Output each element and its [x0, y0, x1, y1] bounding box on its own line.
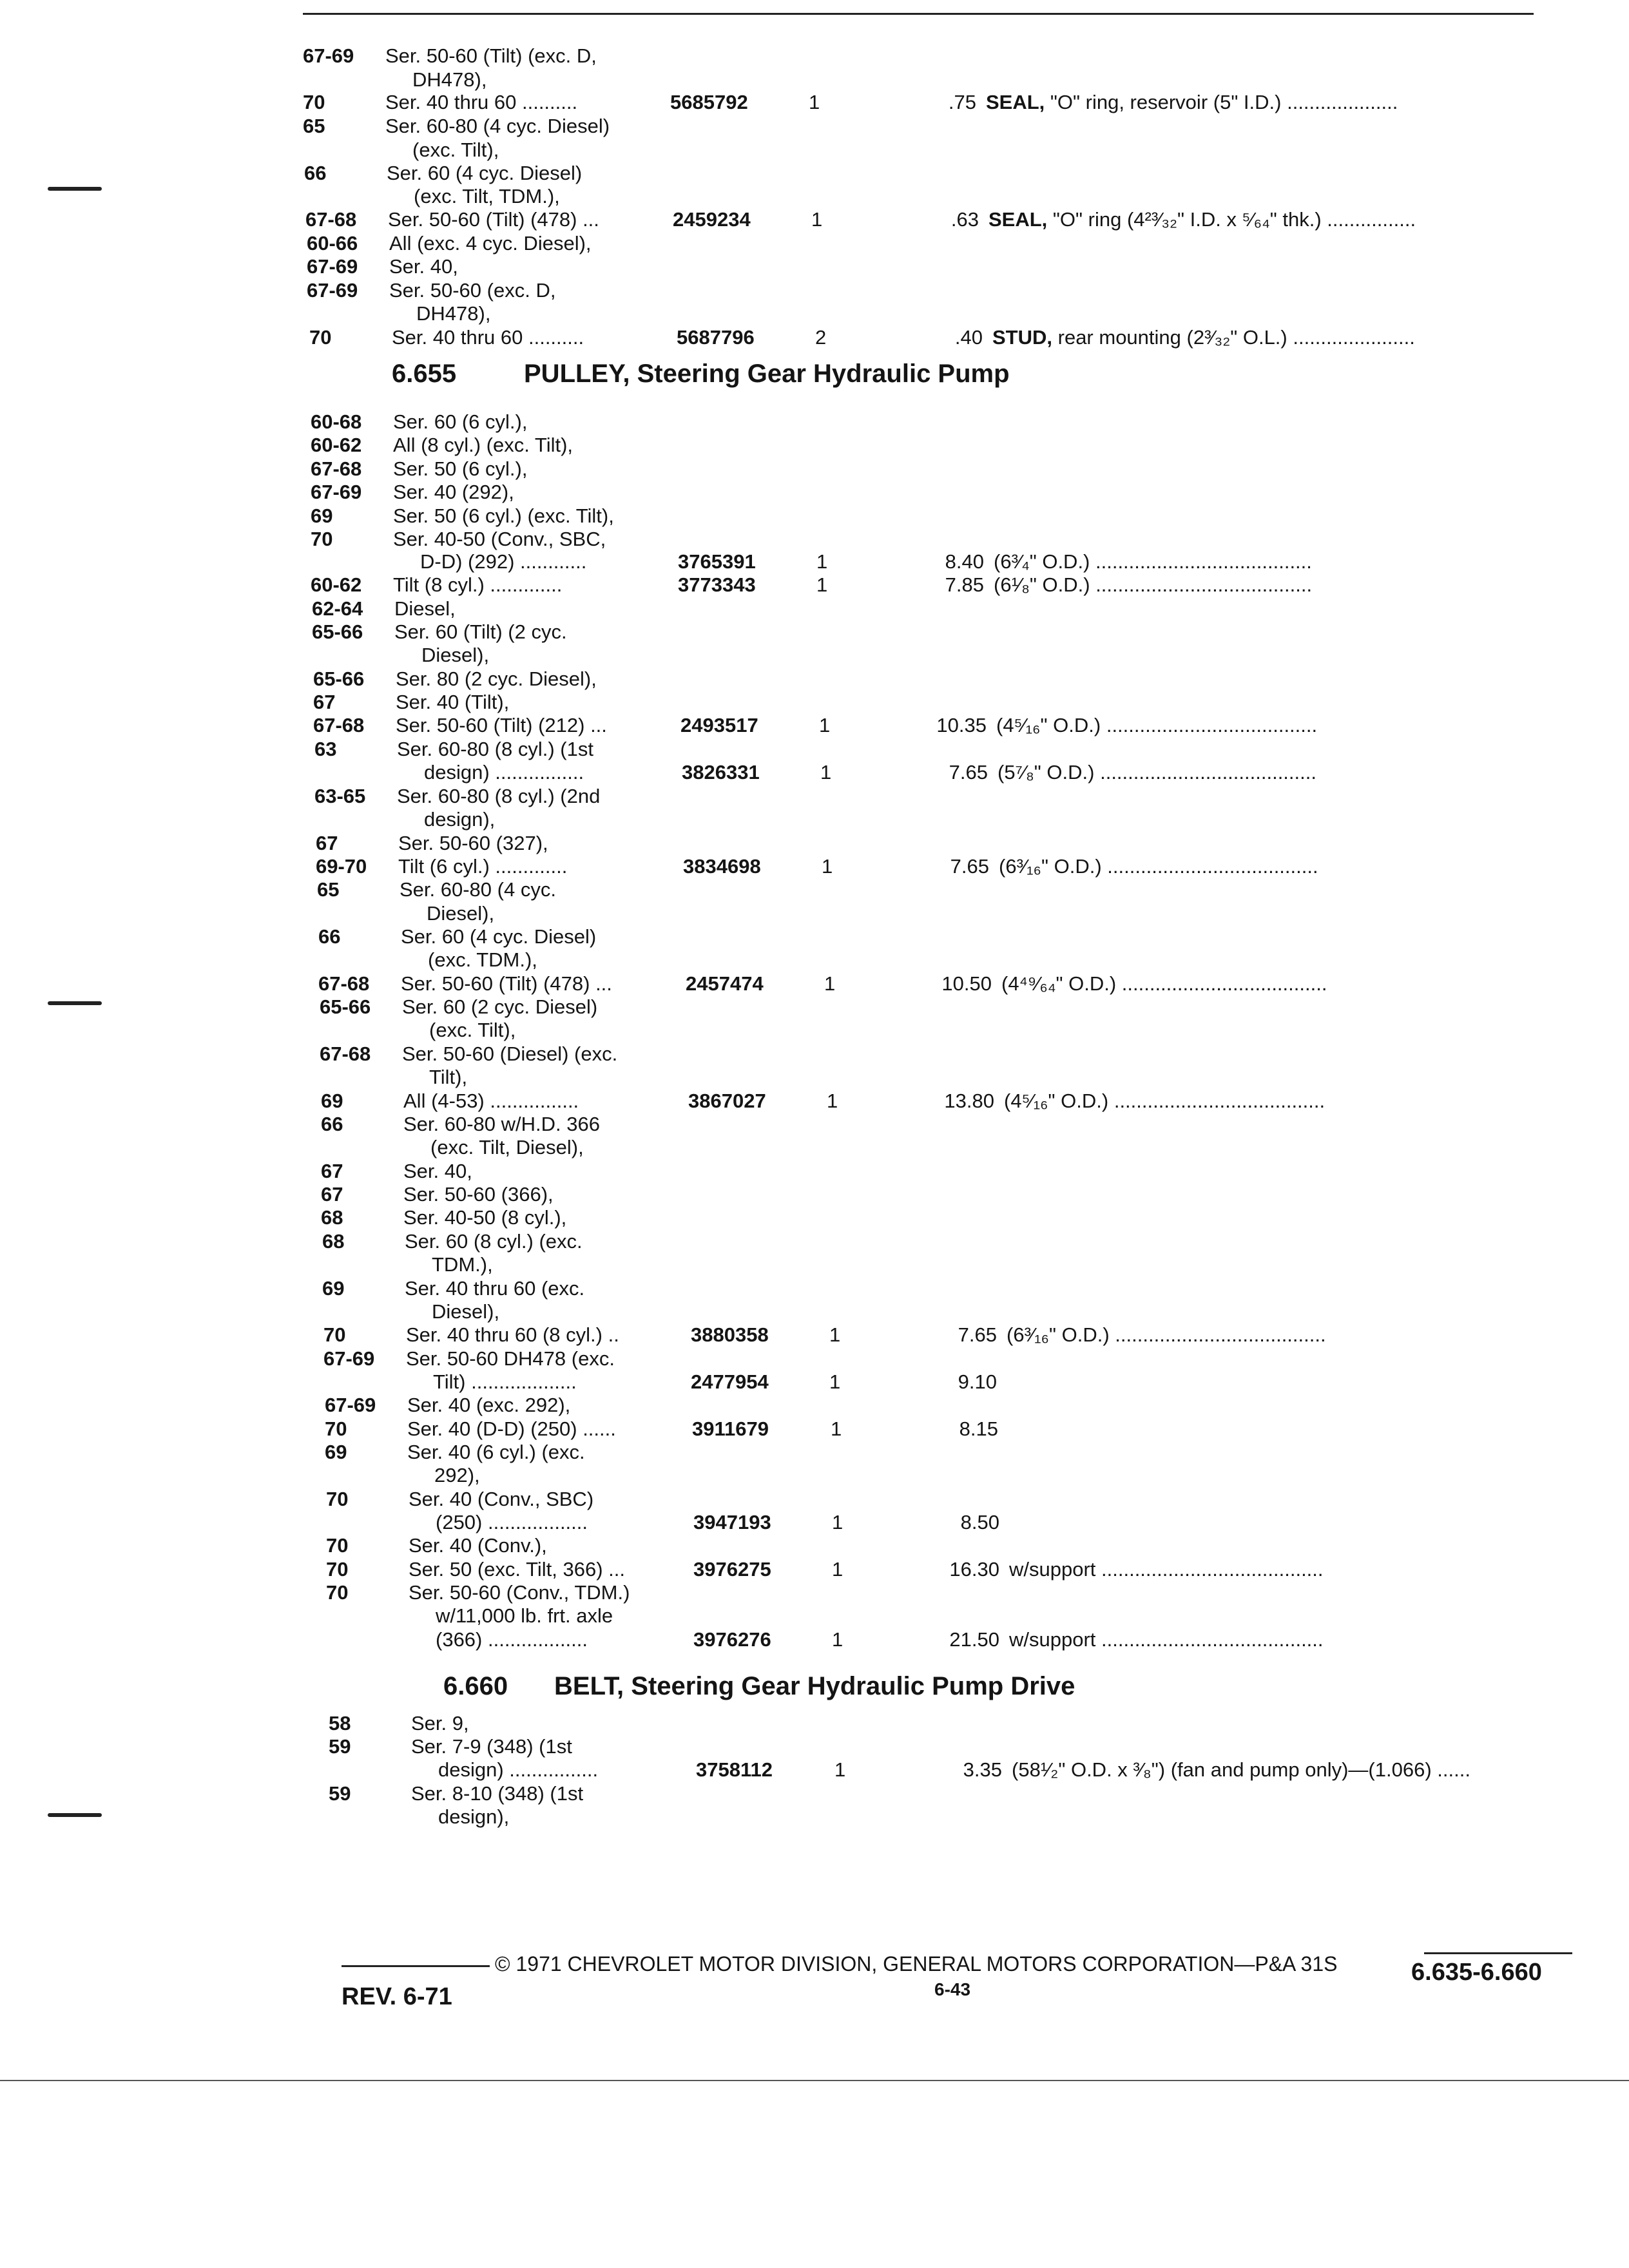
- application-description: design) ................: [424, 761, 584, 783]
- application-description: design),: [438, 1805, 510, 1828]
- model-years: 67-69: [323, 1347, 375, 1370]
- remarks-text: (4⁵⁄₁₆" O.D.) ......................................: [1004, 1090, 1325, 1112]
- application-description: Ser. 40 (exc. 292),: [407, 1394, 571, 1416]
- list-price: 7.65: [950, 855, 989, 878]
- model-years: 67: [321, 1183, 343, 1206]
- parts-entry-line: [23, 1557, 1629, 1582]
- list-price: 8.50: [960, 1511, 999, 1533]
- model-years: 63-65: [314, 785, 366, 807]
- part-remarks: [1004, 1089, 1325, 1113]
- application-description: (250) ..................: [436, 1511, 588, 1533]
- part-remarks: [992, 325, 1415, 350]
- model-years: 60-66: [307, 232, 358, 255]
- application-description: Ser. 9,: [411, 1712, 469, 1735]
- part-remarks: [1009, 1557, 1324, 1582]
- revision-label: REV. 6-71: [342, 1983, 452, 2010]
- part-remarks: [1007, 1323, 1326, 1347]
- parts-entry-line: [0, 68, 1629, 92]
- parts-entry-line: [23, 1510, 1629, 1535]
- parts-entry-line: [13, 854, 1629, 879]
- application-description: Tilt (6 cyl.) .............: [398, 855, 568, 878]
- model-years: 65-66: [320, 995, 371, 1018]
- parts-entry-line: [4, 231, 1629, 256]
- model-years: 67-69: [311, 481, 362, 503]
- parts-entry-line: [8, 410, 1629, 434]
- remarks-text: (6³⁄₄" O.D.) .......................................: [994, 550, 1312, 573]
- list-price: 8.40: [945, 550, 984, 573]
- application-description: Ser. 50-60 (Tilt) (exc. D,: [385, 44, 597, 67]
- parts-entry-line: [26, 1735, 1629, 1759]
- application-description: All (4-53) ................: [403, 1090, 579, 1112]
- parts-entry-line: [18, 1159, 1629, 1184]
- application-description: Ser. 50-60 (Conv., TDM.): [409, 1581, 630, 1604]
- part-number: 2457474: [686, 972, 764, 995]
- application-description: Ser. 50-60 DH478 (exc.: [406, 1347, 615, 1370]
- section-title: BELT, Steering Gear Hydraulic Pump Drive: [554, 1672, 1075, 1700]
- remarks-text: w/support ........................................: [1009, 1558, 1324, 1581]
- application-description: Ser. 60-80 (8 cyl.) (1st: [397, 738, 593, 760]
- quantity: 1: [822, 855, 833, 878]
- model-years: 62-64: [312, 597, 363, 620]
- list-price: 10.50: [941, 972, 992, 995]
- application-description: (366) ..................: [436, 1628, 588, 1651]
- quantity: 2: [815, 326, 827, 349]
- parts-entry-line: [8, 504, 1629, 528]
- model-years: 59: [329, 1782, 351, 1805]
- model-years: 70: [323, 1323, 346, 1346]
- list-price: 13.80: [944, 1090, 994, 1112]
- model-years: 58: [329, 1712, 351, 1735]
- parts-entry-line: [19, 1253, 1629, 1277]
- section-number: 6.660: [443, 1672, 508, 1700]
- parts-entry-line: [15, 948, 1629, 972]
- parts-entry-line: [26, 1758, 1629, 1782]
- list-price: 9.10: [958, 1370, 997, 1393]
- part-remarks: [986, 90, 1398, 115]
- parts-entry-line: [9, 597, 1629, 621]
- model-years: 63: [314, 738, 337, 760]
- remarks-text: (5⁷⁄₈" O.D.) .......................................: [998, 761, 1316, 783]
- application-description: Ser. 60-80 (4 cyc. Diesel): [385, 115, 610, 137]
- model-years: 70: [326, 1488, 349, 1510]
- parts-entry-line: [13, 831, 1629, 856]
- quantity: 1: [820, 761, 832, 783]
- application-description: Ser. 60-80 w/H.D. 366: [403, 1113, 600, 1135]
- part-remarks: [996, 713, 1317, 738]
- model-years: 69: [311, 505, 333, 527]
- model-years: 67-68: [313, 714, 365, 736]
- application-description: Ser. 40,: [403, 1160, 472, 1182]
- parts-entry-line: [26, 1805, 1629, 1829]
- model-years: 69: [325, 1441, 347, 1463]
- application-description: Ser. 60-80 (4 cyc.: [400, 878, 556, 901]
- part-remarks: [1012, 1758, 1470, 1782]
- list-price: 16.30: [949, 1558, 999, 1581]
- application-description: Ser. 40 (292),: [393, 481, 514, 503]
- parts-entry-line: [1, 184, 1629, 209]
- application-description: (exc. TDM.),: [428, 948, 537, 971]
- parts-entry-line: [23, 1533, 1629, 1558]
- model-years: 66: [321, 1113, 343, 1135]
- model-years: 70: [309, 326, 332, 349]
- parts-entry-line: [9, 620, 1629, 644]
- application-description: Ser. 40 (6 cyl.) (exc.: [407, 1441, 585, 1463]
- section-number: 6.655: [392, 360, 457, 388]
- parts-entry-line: [0, 114, 1629, 139]
- quantity: 1: [824, 972, 836, 995]
- parts-entry-line: [8, 433, 1629, 457]
- parts-entry-line: [18, 1089, 1629, 1113]
- application-description: Ser. 40 thru 60 (8 cyl.) ..: [406, 1323, 619, 1346]
- quantity: 1: [827, 1090, 838, 1112]
- application-description: (exc. Tilt),: [412, 139, 499, 161]
- parts-entry-line: [23, 1487, 1629, 1512]
- list-price: 10.35: [936, 714, 987, 736]
- quantity: 1: [816, 550, 828, 573]
- parts-entry-line: [4, 278, 1629, 303]
- application-description: Ser. 60 (2 cyc. Diesel): [402, 995, 598, 1018]
- parts-entry-line: [21, 1347, 1629, 1371]
- parts-entry-line: [12, 807, 1629, 832]
- application-description: DH478),: [416, 302, 491, 325]
- parts-entry-line: [6, 325, 1629, 350]
- parts-entry-line: [15, 972, 1629, 996]
- part-number: 3976275: [693, 1558, 771, 1581]
- section-range: 6.635-6.660: [1411, 1959, 1542, 1986]
- application-description: Ser. 40 thru 60 ..........: [392, 326, 584, 349]
- parts-entry-line: [17, 995, 1629, 1019]
- application-description: (exc. Tilt, Diesel),: [430, 1136, 584, 1158]
- application-description: DH478),: [412, 68, 487, 91]
- part-number: 2493517: [680, 714, 758, 736]
- footer-rule-left: [342, 1965, 490, 1967]
- application-description: TDM.),: [432, 1253, 493, 1276]
- remarks-text: (6³⁄₁₆" O.D.) ......................................: [1007, 1323, 1326, 1346]
- application-description: design),: [424, 808, 496, 831]
- parts-entry-line: [19, 1229, 1629, 1254]
- list-price: 7.65: [958, 1323, 997, 1346]
- model-years: 70: [326, 1534, 349, 1557]
- parts-entry-line: [22, 1417, 1629, 1441]
- model-years: 69-70: [316, 855, 367, 878]
- parts-entry-line: [22, 1463, 1629, 1488]
- part-remarks: [988, 207, 1416, 232]
- parts-entry-line: [0, 138, 1629, 162]
- application-description: Ser. 60 (4 cyc. Diesel): [387, 162, 583, 184]
- remarks-text: (4⁴⁹⁄₆₄" O.D.) .....................................: [1001, 972, 1327, 995]
- model-years: 70: [325, 1418, 347, 1440]
- application-description: All (8 cyl.) (exc. Tilt),: [393, 434, 574, 456]
- application-description: Ser. 40 thru 60 ..........: [385, 91, 578, 113]
- model-years: 60-62: [311, 434, 362, 456]
- application-description: Ser. 60 (6 cyl.),: [393, 410, 528, 433]
- application-description: Ser. 50-60 (exc. D,: [389, 279, 556, 302]
- model-years: 70: [326, 1581, 349, 1604]
- part-number: 2477954: [691, 1370, 769, 1393]
- part-name: STUD,: [992, 326, 1058, 349]
- parts-entry-line: [3, 207, 1629, 232]
- quantity: 1: [811, 208, 823, 231]
- application-description: Ser. 50-60 (Diesel) (exc.: [402, 1043, 618, 1065]
- application-description: Ser. 50-60 (Tilt) (212) ...: [396, 714, 607, 736]
- parts-entry-line: [23, 1628, 1629, 1652]
- parts-entry-line: [19, 1300, 1629, 1324]
- application-description: Ser. 40 (Tilt),: [396, 691, 510, 713]
- list-price: 8.15: [959, 1418, 998, 1440]
- model-years: 60-62: [311, 573, 362, 596]
- model-years: 67-68: [311, 457, 362, 480]
- remarks-text: rear mounting (2³⁄₃₂" O.L.) ......................: [1057, 326, 1415, 349]
- application-description: Ser. 40 (D-D) (250) ......: [407, 1418, 616, 1440]
- remarks-text: "O" ring (4²³⁄₃₂" I.D. x ⁵⁄₆₄" thk.) ................: [1052, 208, 1416, 231]
- application-description: Diesel),: [432, 1300, 500, 1323]
- part-number: 3976276: [693, 1628, 771, 1651]
- parts-entry-line: [10, 667, 1629, 691]
- part-number: 3826331: [682, 761, 760, 783]
- application-description: Ser. 50-60 (327),: [398, 832, 548, 854]
- footer-rule-right: [1424, 1952, 1572, 1954]
- part-number: 3773343: [678, 573, 756, 596]
- application-description: Ser. 50 (6 cyl.) (exc. Tilt),: [393, 505, 614, 527]
- parts-entry-line: [0, 44, 1629, 68]
- model-years: 68: [321, 1206, 343, 1229]
- quantity: 1: [832, 1511, 843, 1533]
- part-number: 3947193: [693, 1511, 771, 1533]
- parts-entry-line: [10, 713, 1629, 738]
- application-description: Ser. 40 (Conv.),: [409, 1534, 547, 1557]
- parts-entry-line: [14, 878, 1629, 902]
- remarks-text: (6³⁄₁₆" O.D.) ......................................: [999, 855, 1318, 878]
- model-years: 67: [316, 832, 338, 854]
- parts-entry-line: [18, 1135, 1629, 1160]
- section-title: PULLEY, Steering Gear Hydraulic Pump: [524, 360, 1010, 388]
- part-remarks: [994, 573, 1312, 597]
- application-description: Tilt (8 cyl.) .............: [393, 573, 563, 596]
- part-number: 5685792: [670, 91, 748, 113]
- model-years: 70: [303, 91, 325, 113]
- application-description: design) ................: [438, 1758, 599, 1781]
- application-description: Ser. 40,: [389, 255, 458, 278]
- model-years: 67: [321, 1160, 343, 1182]
- application-description: Diesel,: [394, 597, 456, 620]
- list-price: 3.35: [963, 1758, 1002, 1781]
- parts-entry-line: [9, 643, 1629, 668]
- quantity: 1: [834, 1758, 846, 1781]
- quantity: 1: [829, 1323, 841, 1346]
- application-description: Ser. 50 (6 cyl.),: [393, 457, 528, 480]
- part-remarks: [1009, 1628, 1324, 1652]
- list-price: 7.85: [945, 573, 984, 596]
- application-description: Tilt) ...................: [433, 1370, 577, 1393]
- model-years: 69: [322, 1277, 345, 1300]
- part-name: SEAL,: [986, 91, 1050, 113]
- parts-entry-line: [12, 737, 1629, 762]
- model-years: 69: [321, 1090, 343, 1112]
- parts-entry-line: [12, 760, 1629, 785]
- application-description: D-D) (292) ............: [420, 550, 587, 573]
- parts-entry-line: [23, 1604, 1629, 1628]
- application-description: w/11,000 lb. frt. axle: [436, 1604, 613, 1627]
- part-number: 3765391: [678, 550, 756, 573]
- parts-entry-line: [4, 255, 1629, 279]
- model-years: 60-68: [311, 410, 362, 433]
- parts-entry-line: [18, 1112, 1629, 1137]
- page-number: 6-43: [934, 1979, 971, 1999]
- parts-entry-line: [26, 1782, 1629, 1806]
- application-description: Ser. 50-60 (Tilt) (478) ...: [401, 972, 612, 995]
- parts-entry-line: [1, 161, 1629, 186]
- model-years: 67-68: [318, 972, 370, 995]
- list-price: 7.65: [949, 761, 988, 783]
- remarks-text: (6¹⁄₈" O.D.) .......................................: [994, 573, 1313, 596]
- application-description: Ser. 50 (exc. Tilt, 366) ...: [409, 1558, 625, 1581]
- model-years: 67: [313, 691, 336, 713]
- application-description: Ser. 60-80 (8 cyl.) (2nd: [397, 785, 601, 807]
- model-years: 65: [303, 115, 325, 137]
- quantity: 1: [832, 1628, 843, 1651]
- parts-entry-line: [18, 1182, 1629, 1207]
- quantity: 1: [829, 1370, 841, 1393]
- quantity: 1: [819, 714, 831, 736]
- part-number: 3758112: [696, 1758, 773, 1781]
- parts-entry-line: [15, 925, 1629, 949]
- model-years: 65: [317, 878, 340, 901]
- parts-entry-line: [8, 480, 1629, 505]
- list-price: 21.50: [949, 1628, 999, 1651]
- quantity: 1: [816, 573, 828, 596]
- part-number: 5687796: [677, 326, 755, 349]
- parts-entry-line: [4, 302, 1629, 326]
- parts-entry-line: [8, 550, 1629, 574]
- application-description: Ser. 40 thru 60 (exc.: [405, 1277, 585, 1300]
- bottom-rule: [0, 2080, 1629, 2081]
- application-description: All (exc. 4 cyc. Diesel),: [389, 232, 592, 255]
- model-years: 66: [304, 162, 327, 184]
- part-number: 3834698: [683, 855, 761, 878]
- model-years: 67-69: [307, 279, 358, 302]
- application-description: (exc. Tilt, TDM.),: [414, 185, 560, 207]
- parts-entry-line: [22, 1393, 1629, 1418]
- parts-entry-line: [19, 1276, 1629, 1301]
- model-years: 65-66: [313, 668, 365, 690]
- model-years: 70: [326, 1558, 349, 1581]
- parts-entry-line: [8, 457, 1629, 481]
- parts-entry-line: [8, 527, 1629, 552]
- list-price: .40: [954, 326, 983, 349]
- list-price: .75: [948, 91, 976, 113]
- part-number: 3880358: [691, 1323, 769, 1346]
- application-description: Ser. 60 (Tilt) (2 cyc.: [394, 620, 567, 643]
- application-description: Diesel),: [421, 644, 490, 666]
- application-description: Ser. 40-50 (Conv., SBC,: [393, 528, 606, 550]
- remarks-text: w/support ........................................: [1009, 1628, 1324, 1651]
- application-description: (exc. Tilt),: [429, 1019, 516, 1041]
- model-years: 67-69: [307, 255, 358, 278]
- application-description: 292),: [434, 1464, 480, 1486]
- application-description: Ser. 7-9 (348) (1st: [411, 1735, 572, 1758]
- part-remarks: [998, 760, 1316, 785]
- model-years: 67-69: [303, 44, 354, 67]
- parts-entry-line: [14, 901, 1629, 926]
- model-years: 59: [329, 1735, 351, 1758]
- remarks-text: (58¹⁄₂" O.D. x ³⁄₈") (fan and pump only)—(1.066) ......: [1012, 1758, 1470, 1781]
- part-remarks: [999, 854, 1318, 879]
- parts-entry-line: [10, 690, 1629, 715]
- application-description: Diesel),: [427, 902, 495, 925]
- parts-entry-line: [21, 1370, 1629, 1394]
- parts-entry-line: [22, 1440, 1629, 1465]
- application-description: Ser. 60 (8 cyl.) (exc.: [405, 1230, 583, 1253]
- part-name: SEAL,: [988, 208, 1053, 231]
- quantity: 1: [809, 91, 820, 113]
- application-description: Ser. 50-60 (Tilt) (478) ...: [388, 208, 599, 231]
- remarks-text: (4⁵⁄₁₆" O.D.) ......................................: [996, 714, 1318, 736]
- remarks-text: "O" ring, reservoir (5" I.D.) ....................: [1050, 91, 1398, 113]
- copyright-line: © 1971 CHEVROLET MOTOR DIVISION, GENERAL MOTORS CORPORATION—P&A 31S: [495, 1952, 1338, 1975]
- parts-entry-line: [26, 1711, 1629, 1736]
- quantity: 1: [831, 1418, 842, 1440]
- part-number: 3911679: [692, 1418, 769, 1440]
- part-remarks: [1001, 972, 1327, 996]
- application-description: Tilt),: [429, 1066, 468, 1088]
- parts-entry-line: [17, 1042, 1629, 1066]
- parts-entry-line: [12, 784, 1629, 809]
- parts-entry-line: [0, 90, 1629, 115]
- model-years: 67-68: [320, 1043, 371, 1065]
- application-description: Ser. 80 (2 cyc. Diesel),: [396, 668, 597, 690]
- application-description: Ser. 50-60 (366),: [403, 1183, 554, 1206]
- parts-entry-line: [17, 1018, 1629, 1043]
- application-description: Ser. 40 (Conv., SBC): [409, 1488, 594, 1510]
- model-years: 65-66: [312, 620, 363, 643]
- model-years: 67-69: [325, 1394, 376, 1416]
- list-price: .63: [950, 208, 979, 231]
- parts-entry-line: [17, 1065, 1629, 1090]
- parts-entry-line: [18, 1206, 1629, 1230]
- application-description: Ser. 8-10 (348) (1st: [411, 1782, 584, 1805]
- model-years: 68: [322, 1230, 345, 1253]
- quantity: 1: [832, 1558, 843, 1581]
- model-years: 66: [318, 925, 341, 948]
- model-years: 67-68: [305, 208, 357, 231]
- parts-entry-line: [23, 1581, 1629, 1605]
- application-description: Ser. 60 (4 cyc. Diesel): [401, 925, 597, 948]
- parts-entry-line: [8, 573, 1629, 597]
- part-number: 2459234: [673, 208, 751, 231]
- model-years: 70: [311, 528, 333, 550]
- part-number: 3867027: [688, 1090, 766, 1112]
- application-description: Ser. 40-50 (8 cyl.),: [403, 1206, 567, 1229]
- top-rule: [303, 13, 1534, 15]
- parts-entry-line: [21, 1323, 1629, 1347]
- part-remarks: [994, 550, 1312, 574]
